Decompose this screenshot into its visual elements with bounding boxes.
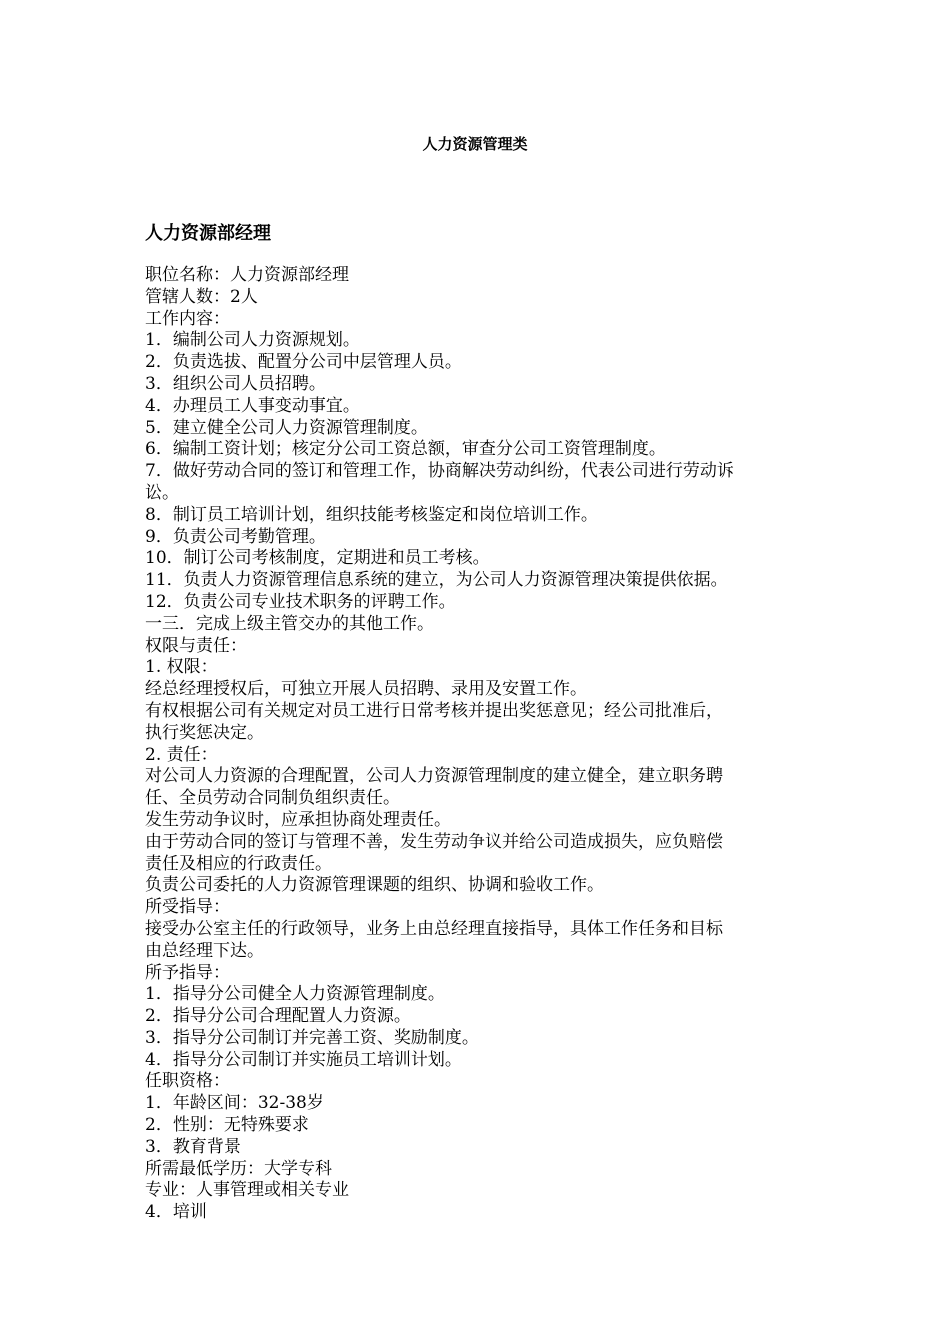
text-line: 11．负责人力资源管理信息系统的建立，为公司人力资源管理决策提供依据。 (145, 570, 728, 591)
text-line: 对公司人力资源的合理配置，公司人力资源管理制度的建立健全，建立职务聘 (145, 766, 723, 787)
text-line: 执行奖惩决定。 (145, 722, 264, 743)
text-line: 12．负责公司专业技术职务的评聘工作。 (145, 591, 456, 612)
text-line: 10．制订公司考核制度，定期进和员工考核。 (145, 548, 490, 569)
text-line: 4．指导分公司制订并实施员工培训计划。 (145, 1049, 462, 1070)
section-heading: 人力资源部经理 (145, 223, 271, 244)
text-line: 9．负责公司考勤管理。 (145, 526, 326, 547)
text-line: 由总经理下达。 (145, 940, 264, 961)
text-line: 任职资格： (145, 1071, 230, 1092)
document-title: 人力资源管理类 (422, 135, 528, 153)
text-line: 管辖人数：2人 (145, 286, 258, 307)
text-line: 责任及相应的行政责任。 (145, 853, 332, 874)
text-line: 所受指导： (145, 897, 230, 918)
text-line: 6．编制工资计划；核定分公司工资总额，审查分公司工资管理制度。 (145, 439, 666, 460)
text-line: 7．做好劳动合同的签订和管理工作，协商解决劳动纠纷，代表公司进行劳动诉 (145, 461, 734, 482)
text-line: 所予指导： (145, 962, 230, 983)
text-line: 1. 权限： (145, 657, 218, 678)
text-line: 经总经理授权后，可独立开展人员招聘、录用及安置工作。 (145, 679, 587, 700)
text-line: 权限与责任： (145, 635, 247, 656)
text-line: 2．负责选拔、配置分公司中层管理人员。 (145, 352, 462, 373)
text-line: 2．性别：无特殊要求 (145, 1115, 309, 1136)
text-line: 讼。 (145, 482, 179, 503)
text-line: 专业：人事管理或相关专业 (145, 1180, 349, 1201)
text-line: 3．教育背景 (145, 1136, 241, 1157)
text-line: 2．指导分公司合理配置人力资源。 (145, 1006, 411, 1027)
text-line: 4．办理员工人事变动事宜。 (145, 395, 360, 416)
text-line: 3．指导分公司制订并完善工资、奖励制度。 (145, 1027, 479, 1048)
text-line: 由于劳动合同的签订与管理不善，发生劳动争议并给公司造成损失，应负赔偿 (145, 831, 723, 852)
body-text (145, 265, 810, 1224)
text-line: 接受办公室主任的行政领导，业务上由总经理直接指导，具体工作任务和目标 (145, 918, 723, 939)
text-line: 任、全员劳动合同制负组织责任。 (145, 788, 400, 809)
text-line: 所需最低学历：大学专科 (145, 1158, 332, 1179)
text-line: 4．培训 (145, 1202, 207, 1223)
text-line: 有权根据公司有关规定对员工进行日常考核并提出奖惩意见；经公司批准后， (145, 700, 723, 721)
text-line: 1．指导分公司健全人力资源管理制度。 (145, 984, 445, 1005)
text-line: 工作内容： (145, 308, 230, 329)
text-line: 1．年龄区间：32-38岁 (145, 1093, 324, 1114)
text-line: 一三．完成上级主管交办的其他工作。 (145, 613, 434, 634)
text-line: 1．编制公司人力资源规划。 (145, 330, 360, 351)
text-line: 负责公司委托的人力资源管理课题的组织、协调和验收工作。 (145, 875, 604, 896)
text-line: 职位名称：人力资源部经理 (145, 265, 349, 285)
text-line: 8．制订员工培训计划，组织技能考核鉴定和岗位培训工作。 (145, 504, 598, 525)
text-line: 2. 责任： (145, 744, 218, 765)
text-line: 发生劳动争议时，应承担协商处理责任。 (145, 809, 451, 830)
text-line: 3．组织公司人员招聘。 (145, 373, 326, 394)
text-line: 5．建立健全公司人力资源管理制度。 (145, 417, 428, 438)
